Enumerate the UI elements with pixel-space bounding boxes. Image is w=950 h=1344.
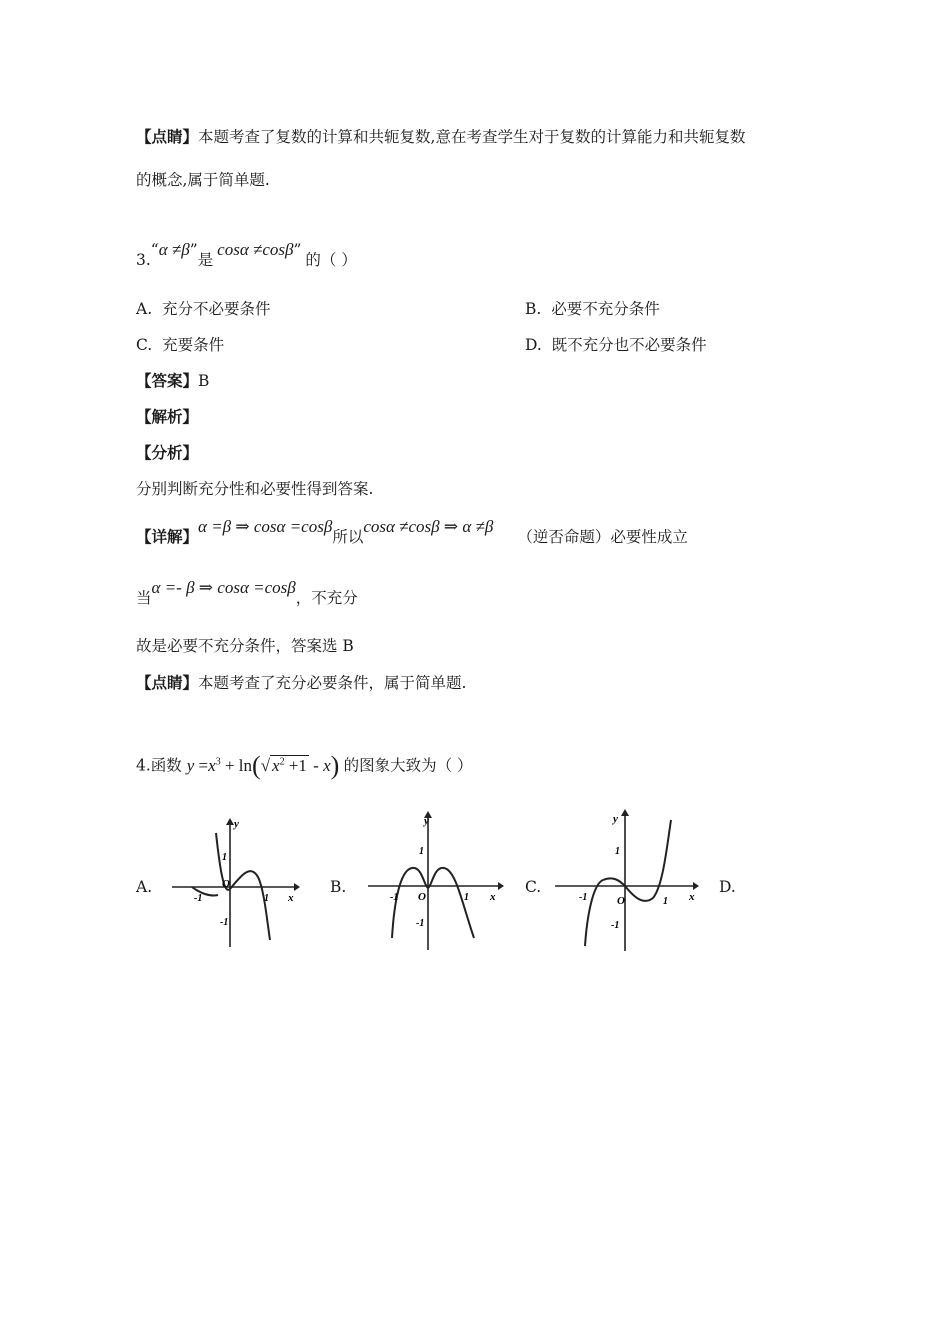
origin-label: O <box>617 895 625 907</box>
option-text: 既不充分也不必要条件 <box>551 336 707 354</box>
answer-tag: 【答案】 <box>136 371 199 390</box>
y-arrow-icon <box>621 809 629 816</box>
q3-number: 3. <box>136 251 151 269</box>
tick-neg1-x: -1 <box>194 893 203 904</box>
dianjing-tag: 【点睛】 <box>136 127 199 146</box>
q4-option-d-label: D. <box>719 878 736 896</box>
option-letter: A. <box>136 300 153 318</box>
jiexi-heading: 【解析】 <box>136 407 199 426</box>
detail-tag: 【详解】 <box>136 527 199 546</box>
option-letter: B. <box>525 300 542 318</box>
fenxi-text: 分别判断充分性和必要性得到答案. <box>136 480 374 498</box>
x-label: x <box>689 891 695 903</box>
dianjing-line-1 <box>136 127 745 147</box>
q4-number: 4. <box>136 756 151 775</box>
when-line <box>136 578 358 608</box>
q3-option-d <box>525 335 707 355</box>
x-label: x <box>288 892 294 904</box>
x-arrow-icon <box>693 882 699 890</box>
formula-plus: + <box>224 755 235 775</box>
option-text: 充要条件 <box>162 336 225 354</box>
formula-sqrt: √ <box>260 755 271 775</box>
fenxi-heading: 【分析】 <box>136 443 199 462</box>
formula-y: y <box>186 755 195 775</box>
detail-tail: （逆否命题）必要性成立 <box>517 528 688 546</box>
dianjing-2 <box>136 673 466 693</box>
formula-lparen: ( <box>252 750 261 780</box>
detail-math-1: α =β ⇒ cosα =cosβ <box>198 517 333 536</box>
q3-cond-a: α ≠β <box>158 240 190 259</box>
tick-neg1-x: -1 <box>390 892 399 903</box>
tick-1-x: 1 <box>663 896 668 907</box>
q3-tail: 的（ ） <box>305 251 357 269</box>
q4-tail: 的图象大致为（ ） <box>343 756 473 775</box>
q4-formula <box>186 750 344 780</box>
q4-prefix: 函数 <box>150 756 182 775</box>
formula-eq: = <box>198 755 209 775</box>
detail-math-2: cosα ≠cosβ ⇒ α ≠β <box>363 517 494 536</box>
x-arrow-icon <box>498 882 504 890</box>
tick-1-y: 1 <box>419 846 424 857</box>
tick-neg1-x: -1 <box>579 892 588 903</box>
q3-answer <box>136 371 209 391</box>
q4-stem <box>136 750 473 780</box>
q3-is: 是 <box>197 251 214 269</box>
y-label: y <box>424 815 429 827</box>
y-label: y <box>613 813 618 825</box>
q4-option-a-label: A. <box>136 878 153 896</box>
origin-label: O <box>418 891 426 903</box>
y-label: y <box>234 818 239 830</box>
formula-exp: 3 <box>215 756 221 767</box>
formula-radicand <box>270 755 309 775</box>
q3-quote-close-2: ” <box>293 241 302 259</box>
option-text: 必要不充分条件 <box>551 300 660 318</box>
formula-ln: ln <box>238 755 253 775</box>
q3-cond-b: cosα ≠cosβ <box>217 240 294 259</box>
q3-quote-open: “ <box>150 241 159 259</box>
q3-stem <box>136 240 357 270</box>
dianjing-text: 本题考查了充分必要条件，属于简单题. <box>198 674 467 692</box>
tick-neg1-y: -1 <box>611 920 620 931</box>
formula-x3: x <box>323 755 331 775</box>
q3-quote-close: ” <box>189 241 198 259</box>
dianjing-line-2: 的概念,属于简单题. <box>136 171 270 189</box>
graph-a <box>170 815 300 950</box>
option-text: 充分不必要条件 <box>161 300 271 318</box>
detail-so: 所以 <box>332 528 364 546</box>
formula-x2: x <box>272 755 280 775</box>
q3-option-c <box>136 335 224 355</box>
formula-x: x <box>208 755 216 775</box>
option-letter: D. <box>525 336 542 354</box>
when-label: 当 <box>136 589 152 607</box>
curve <box>585 820 671 946</box>
detail-line <box>136 517 688 547</box>
q3-option-b <box>525 299 660 319</box>
curve <box>392 868 474 938</box>
q4-option-b-label: B. <box>330 878 347 896</box>
graph-c <box>553 806 703 954</box>
q4-option-c-label: C. <box>525 878 542 896</box>
formula-minus: - <box>313 755 319 775</box>
tick-neg1-y: -1 <box>416 918 425 929</box>
y-arrow-icon <box>226 818 234 825</box>
tick-1-y: 1 <box>222 852 227 863</box>
formula-rparen: ) <box>330 750 340 780</box>
answer-value: B <box>198 372 210 390</box>
formula-exp2: 2 <box>279 756 285 767</box>
conclusion: 故是必要不充分条件，答案选 B <box>136 637 354 655</box>
graph-b <box>366 808 506 953</box>
dianjing-tag: 【点睛】 <box>136 673 199 692</box>
when-tail: ，不充分 <box>295 589 358 607</box>
q3-option-a <box>136 299 271 319</box>
x-arrow-icon <box>294 883 300 891</box>
tick-neg1-y: -1 <box>220 917 229 928</box>
tick-1-x: 1 <box>264 893 269 904</box>
dianjing-text: 本题考查了复数的计算和共轭复数,意在考查学生对于复数的计算能力和共轭复数 <box>198 128 746 146</box>
formula-plus1: +1 <box>288 755 307 775</box>
x-label: x <box>490 891 496 903</box>
origin-label: O <box>222 878 230 890</box>
tick-1-x: 1 <box>464 892 469 903</box>
tick-1-y: 1 <box>615 846 620 857</box>
option-letter: C. <box>136 336 153 354</box>
when-math: α =- β ⇒ cosα =cosβ <box>151 578 296 597</box>
